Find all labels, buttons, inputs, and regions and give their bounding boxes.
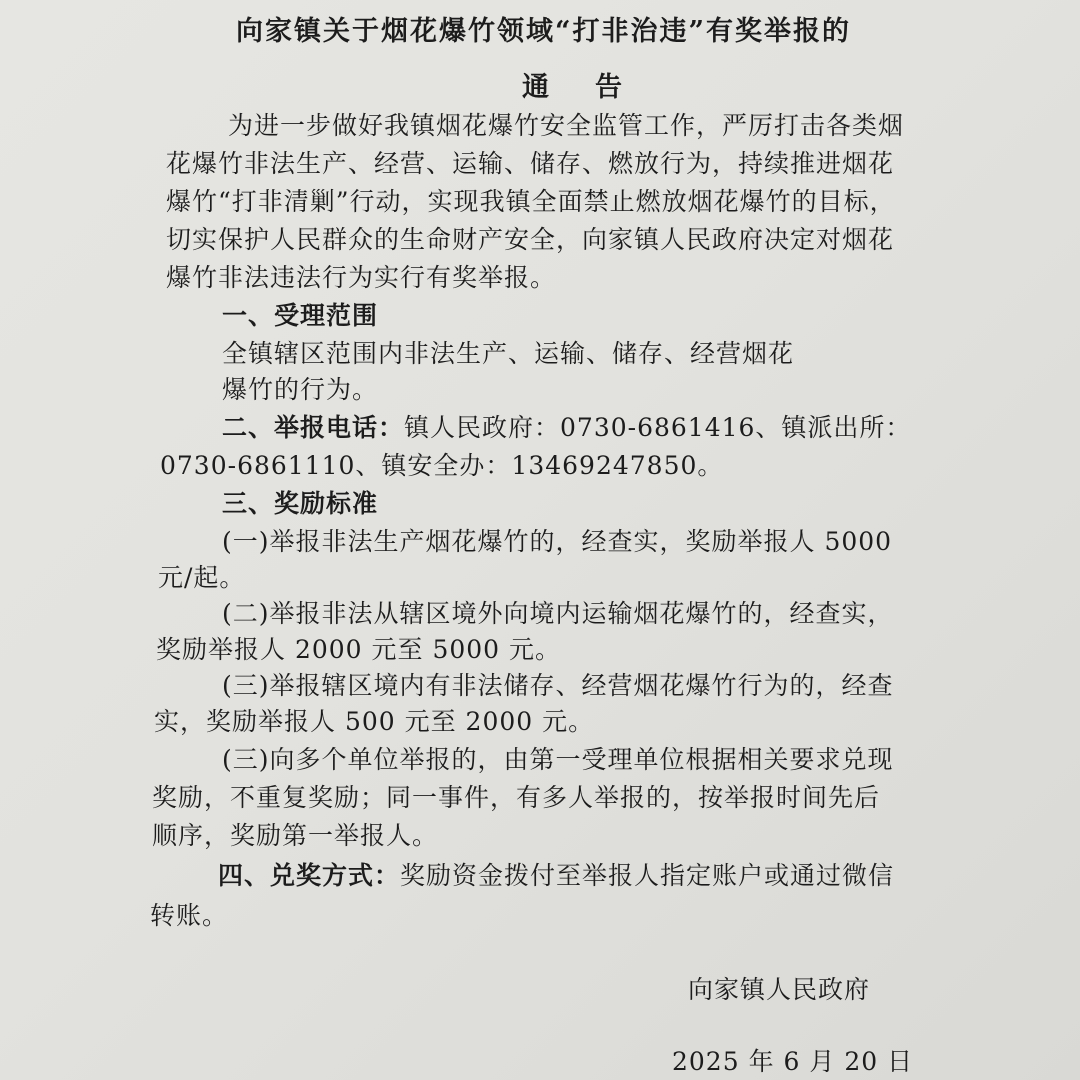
notice-subtitle: 通告 (522, 72, 668, 103)
reward-item-line: (三)向多个单位举报的，由第一受理单位根据相关要求兑现 (222, 745, 894, 774)
reward-item-line: (一)举报非法生产烟花爆竹的，经查实，奖励举报人 5000 (222, 527, 893, 556)
redemption-text: 奖励资金拨付至举报人指定账户或通过微信 (400, 861, 895, 890)
redemption-line-1 (218, 858, 894, 894)
scope-text-line: 爆竹的行为。 (222, 375, 379, 404)
notice-title: 向家镇关于烟花爆竹领域“打非治违”有奖举报的 (236, 16, 852, 47)
issue-date: 2025 年 6 月 20 日 (672, 1047, 914, 1076)
intro-paragraph-line: 为进一步做好我镇烟花爆竹安全监管工作，严厉打击各类烟 (228, 111, 905, 140)
section-heading-redemption: 四、兑奖方式： (218, 861, 401, 890)
reward-item-line: 奖励举报人 2000 元至 5000 元。 (156, 635, 562, 664)
intro-paragraph-line: 花爆竹非法生产、经营、运输、储存、燃放行为，持续推进烟花 (166, 149, 895, 178)
reward-item-line: 实，奖励举报人 500 元至 2000 元。 (154, 707, 595, 736)
reward-item-line: (三)举报辖区境内有非法储存、经营烟花爆竹行为的，经查 (222, 671, 894, 700)
reward-item-line: 奖励，不重复奖励；同一事件，有多人举报的，按举报时间先后 (152, 783, 881, 812)
reward-item-line: 顺序，奖励第一举报人。 (152, 821, 439, 850)
section-heading-reward: 三、奖励标准 (222, 489, 379, 518)
reward-item-line: 元/起。 (158, 563, 246, 592)
section-heading-scope: 一、受理范围 (222, 301, 379, 330)
reward-item-line: (二)举报非法从辖区境外向境内运输烟花爆竹的，经查实， (222, 599, 894, 628)
scope-text-line: 全镇辖区范围内非法生产、运输、储存、经营烟花 (222, 339, 795, 368)
redemption-line-2: 转账。 (150, 901, 229, 930)
hotline-text: 镇人民政府：0730-6861416、镇派出所： (404, 413, 912, 442)
intro-paragraph-line: 爆竹“打非清剿”行动，实现我镇全面禁止燃放烟花爆竹的目标， (166, 187, 896, 216)
hotline-line-2: 0730-6861110、镇安全办：13469247850。 (160, 451, 724, 480)
issuer-signature: 向家镇人民政府 (688, 975, 871, 1004)
intro-paragraph-line: 切实保护人民群众的生命财产安全，向家镇人民政府决定对烟花 (166, 225, 895, 254)
intro-paragraph-line: 爆竹非法违法行为实行有奖举报。 (166, 263, 557, 292)
hotline-line-1 (222, 410, 911, 446)
section-heading-hotline: 二、举报电话： (222, 413, 405, 442)
